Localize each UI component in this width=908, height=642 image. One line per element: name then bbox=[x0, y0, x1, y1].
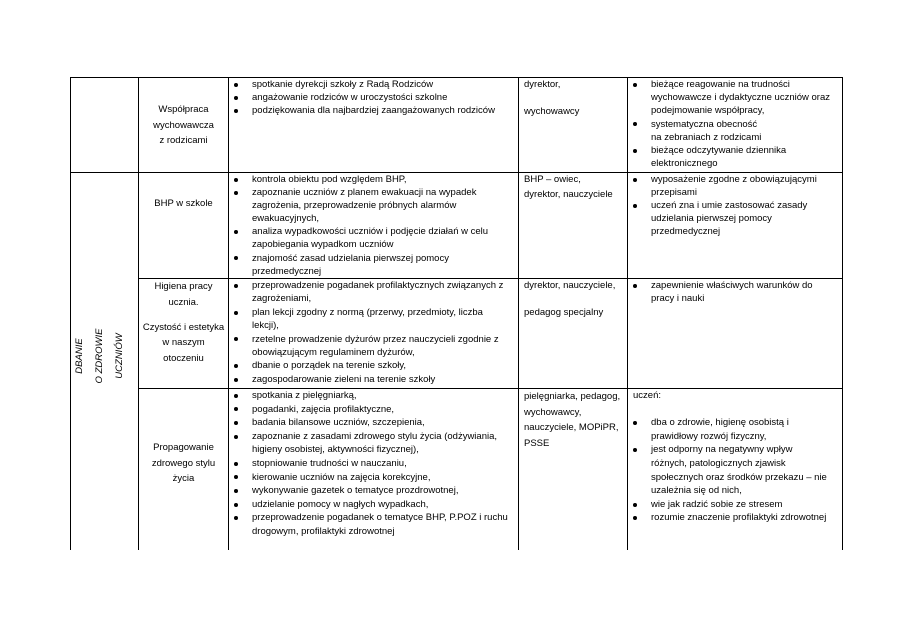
task-line: zapoznanie uczniów z planem ewakuacji na wypadek bbox=[252, 187, 477, 199]
task-item bbox=[229, 389, 518, 403]
responsible-line: BHP – owiec, bbox=[524, 174, 581, 185]
task-line: zagospodarowanie zieleni na terenie szkoły bbox=[252, 373, 436, 385]
tasks-cell bbox=[229, 389, 519, 550]
tasks-cell bbox=[229, 279, 519, 389]
bullet-icon bbox=[234, 435, 238, 439]
outcome-line: podejmowanie współpracy, bbox=[651, 105, 765, 117]
task-item bbox=[229, 416, 518, 430]
outcome-line: udzielania pierwszej pomocy bbox=[651, 213, 772, 225]
topic-cell bbox=[139, 78, 229, 173]
task-item bbox=[229, 91, 518, 104]
task-item bbox=[229, 225, 518, 251]
task-line: kierowanie uczniów na zajęcia korekcyjne, bbox=[252, 471, 431, 483]
section-label-line: UCZNIÓW bbox=[114, 333, 125, 379]
tasks-cell bbox=[229, 78, 519, 173]
topic-line: Współpraca bbox=[158, 104, 209, 115]
outcome-item bbox=[628, 199, 842, 238]
bullet-icon bbox=[234, 378, 238, 382]
task-line: dbanie o porządek na terenie szkoły, bbox=[252, 360, 407, 372]
outcomes-cell bbox=[628, 173, 843, 279]
bullet-icon bbox=[234, 394, 238, 398]
task-item bbox=[229, 359, 518, 372]
responsible-cell bbox=[519, 389, 628, 550]
task-line: przedmedycznej bbox=[252, 265, 322, 277]
task-item bbox=[229, 403, 518, 417]
outcome-line: pracy i nauki bbox=[651, 293, 705, 305]
outcome-line: na zebraniach z rodzicami bbox=[651, 131, 762, 143]
bullet-icon bbox=[234, 503, 238, 507]
bullet-icon bbox=[633, 503, 637, 507]
outcome-line: wyposażenie zgodne z obowiązującymi bbox=[651, 174, 817, 185]
bullet-icon bbox=[234, 191, 238, 195]
outcomes-cell bbox=[628, 279, 843, 389]
section-label bbox=[70, 296, 130, 416]
task-line: plan lekcji zgodny z normą (przerwy, przedmioty, liczba bbox=[252, 306, 483, 318]
topic-line: Propagowanie bbox=[153, 442, 214, 453]
outcome-line: bieżące odczytywanie dziennika bbox=[651, 145, 787, 157]
responsible-line: nauczyciele, MOPiPR, bbox=[524, 422, 619, 434]
task-line: przeprowadzenie pogadanek profilaktycznych związanych z bbox=[252, 280, 504, 291]
outcome-line: prawidłowy rozwój fizyczny, bbox=[651, 430, 767, 442]
outcome-line: jest odporny na negatywny wpływ bbox=[651, 444, 793, 456]
task-line: zapobiegania wypadkom uczniów bbox=[252, 239, 394, 251]
responsible-cell bbox=[519, 173, 628, 279]
outcomes-intro: uczeń: bbox=[633, 390, 661, 401]
topic-cell bbox=[139, 389, 229, 550]
bullet-icon bbox=[234, 489, 238, 493]
table-row bbox=[71, 173, 843, 279]
outcome-line: wychowawcze i dydaktyczne uczniów oraz bbox=[651, 92, 830, 104]
outcome-item bbox=[628, 118, 842, 144]
bullet-icon bbox=[234, 284, 238, 288]
outcome-line: uczeń zna i umie zastosować zasady bbox=[651, 200, 808, 212]
outcome-line: bieżące reagowanie na trudności bbox=[651, 79, 790, 90]
responsible-line: dyrektor, nauczyciele bbox=[524, 188, 613, 200]
task-item bbox=[229, 457, 518, 471]
bullet-icon bbox=[234, 475, 238, 479]
outcome-item bbox=[628, 416, 842, 443]
responsible-line: wychowawcy bbox=[524, 106, 580, 117]
task-line: obowiązującym regulaminem dyżurów, bbox=[252, 347, 415, 359]
bullet-icon bbox=[234, 337, 238, 341]
topic-line: ucznia. bbox=[168, 296, 199, 308]
task-item bbox=[229, 279, 518, 306]
outcome-item bbox=[628, 279, 842, 306]
topic-line: zdrowego stylu bbox=[151, 457, 216, 469]
task-line: wykonywanie gazetek o tematyce prozdrowotnej, bbox=[252, 485, 459, 497]
section-label-line: O ZDROWIE bbox=[94, 328, 105, 384]
task-item bbox=[229, 430, 518, 457]
task-line: podziękowania dla najbardziej zaangażowanych rodziców bbox=[252, 105, 495, 117]
task-line: udzielanie pomocy w nagłych wypadkach, bbox=[252, 498, 429, 510]
responsible-line: dyrektor, bbox=[524, 79, 561, 90]
bullet-icon bbox=[234, 311, 238, 315]
outcome-line: przedmedycznej bbox=[651, 226, 721, 238]
task-item bbox=[229, 484, 518, 498]
task-line: analiza wypadkowości uczniów i podjęcie działań w celu bbox=[252, 226, 489, 238]
outcome-line: rozumie znaczenie profilaktyki zdrowotnej bbox=[651, 512, 827, 524]
bullet-icon bbox=[234, 421, 238, 425]
bullet-icon bbox=[234, 178, 238, 182]
task-line: angażowanie rodziców w uroczystości szkolne bbox=[252, 92, 448, 104]
task-item bbox=[229, 104, 518, 117]
tasks-cell bbox=[229, 173, 519, 279]
topic-line: otoczeniu bbox=[163, 352, 204, 364]
task-line: rzetelne prowadzenie dyżurów przez nauczycieli zgodnie z bbox=[252, 333, 499, 345]
outcomes-cell bbox=[628, 389, 843, 550]
outcome-line: elektronicznego bbox=[651, 158, 718, 170]
outcome-line: dba o zdrowie, higienę osobistą i bbox=[651, 417, 789, 429]
bullet-icon bbox=[633, 122, 637, 126]
responsible-line: wychowawcy, bbox=[524, 406, 582, 418]
task-line: drogowym, profilaktyki zdrowotnej bbox=[252, 525, 395, 537]
task-item bbox=[229, 78, 518, 91]
task-item bbox=[229, 471, 518, 485]
responsible-cell bbox=[519, 78, 628, 173]
task-line: spotkania z pielęgniarką, bbox=[252, 390, 357, 401]
bullet-icon bbox=[633, 83, 637, 87]
topic-line: wychowawcza bbox=[153, 119, 214, 131]
task-line: stopniowanie trudności w nauczaniu, bbox=[252, 457, 407, 469]
bullet-icon bbox=[234, 407, 238, 411]
task-line: pogadanki, zajęcia profilaktyczne, bbox=[252, 403, 395, 415]
topic-line: Czystość i estetyka bbox=[142, 321, 225, 333]
topic-cell bbox=[139, 173, 229, 279]
task-line: zagrożenia, przeprowadzenie próbnych alarmów bbox=[252, 200, 457, 212]
bullet-icon bbox=[633, 178, 637, 182]
bullet-icon bbox=[234, 96, 238, 100]
topic-line: życia bbox=[172, 473, 195, 484]
bullet-icon bbox=[234, 462, 238, 466]
outcomes-cell bbox=[628, 78, 843, 173]
outcome-line: społecznych oraz środków przekazu – nie bbox=[651, 471, 827, 483]
task-item bbox=[229, 173, 518, 186]
responsible-line: pielęgniarka, pedagog, bbox=[524, 391, 621, 402]
outcome-line: wie jak radzić sobie ze stresem bbox=[651, 498, 783, 510]
bullet-icon bbox=[234, 109, 238, 113]
table-row bbox=[71, 389, 843, 550]
topic-line: w naszym bbox=[162, 337, 205, 348]
responsible-line: dyrektor, nauczyciele, bbox=[524, 280, 616, 291]
table-row bbox=[71, 78, 843, 173]
task-line: zapoznanie z zasadami zdrowego stylu życia (odżywiania, bbox=[252, 430, 498, 442]
task-item bbox=[229, 186, 518, 225]
outcome-item bbox=[628, 511, 842, 525]
task-line: znajomość zasad udzielania pierwszej pomocy bbox=[252, 252, 449, 264]
task-item bbox=[229, 373, 518, 386]
task-item bbox=[229, 333, 518, 360]
bullet-icon bbox=[633, 516, 637, 520]
section-label-line: DBANIE bbox=[74, 338, 85, 374]
bullet-icon bbox=[633, 204, 637, 208]
outcome-item bbox=[628, 443, 842, 497]
bullet-icon bbox=[234, 256, 238, 260]
task-line: higieny osobistej, aktywności fizycznej), bbox=[252, 444, 419, 456]
task-item bbox=[229, 511, 518, 538]
bullet-icon bbox=[633, 448, 637, 452]
outcome-line: systematyczna obecność bbox=[651, 118, 758, 130]
responsible-cell bbox=[519, 279, 628, 389]
task-line: lekcji), bbox=[252, 320, 279, 332]
section-cell bbox=[71, 78, 139, 173]
outcome-line: zapewnienie właściwych warunków do bbox=[651, 280, 813, 291]
bullet-icon bbox=[234, 364, 238, 368]
task-line: ewakuacyjnych, bbox=[252, 213, 320, 225]
responsible-line: pedagog specjalny bbox=[524, 307, 604, 318]
task-line: przeprowadzenie pogadanek o tematyce BHP, P.POZ i ruchu bbox=[252, 512, 508, 524]
bullet-icon bbox=[633, 421, 637, 425]
bullet-icon bbox=[234, 230, 238, 234]
outcome-item bbox=[628, 78, 842, 118]
topic-cell bbox=[139, 279, 229, 389]
outcome-line: przepisami bbox=[651, 187, 697, 199]
outcome-item bbox=[628, 498, 842, 512]
bullet-icon bbox=[234, 83, 238, 87]
task-line: badania bilansowe uczniów, szczepienia, bbox=[252, 417, 425, 429]
outcome-item bbox=[628, 144, 842, 170]
topic-line: z rodzicami bbox=[159, 135, 208, 146]
responsible-line: PSSE bbox=[524, 437, 550, 449]
task-line: spotkanie dyrekcji szkoły z Radą Rodziców bbox=[252, 79, 434, 90]
outcome-item bbox=[628, 173, 842, 199]
bullet-icon bbox=[633, 149, 637, 153]
task-line: kontrola obiektu pod względem BHP, bbox=[252, 174, 407, 185]
bullet-icon bbox=[234, 516, 238, 520]
topic-line: BHP w szkole bbox=[154, 198, 213, 209]
table-row bbox=[71, 279, 843, 389]
task-item bbox=[229, 498, 518, 512]
plan-table bbox=[70, 77, 843, 550]
task-line: zagrożeniami, bbox=[252, 293, 312, 305]
topic-line: Higiena pracy bbox=[154, 281, 213, 292]
bullet-icon bbox=[633, 284, 637, 288]
outcome-line: uzależnia się od nich, bbox=[651, 485, 742, 497]
task-item bbox=[229, 306, 518, 333]
outcome-line: różnych, patologicznych zjawisk bbox=[651, 457, 786, 469]
task-item bbox=[229, 252, 518, 278]
